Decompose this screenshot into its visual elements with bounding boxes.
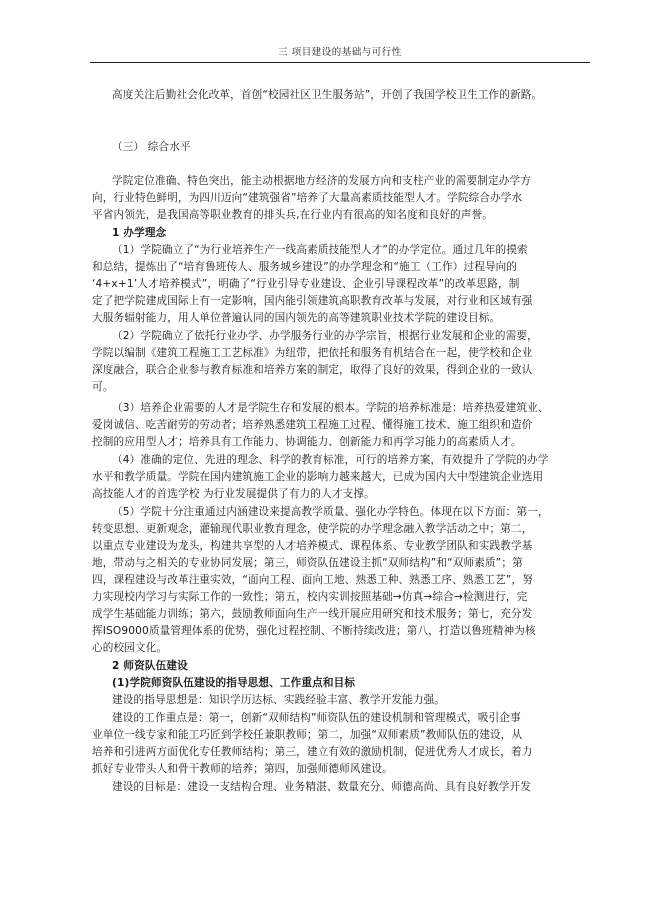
text-line: （2）学院确立了依托行业办学、办学服务行业的办学宗旨，根据行业发展和企业的需要，	[112, 330, 538, 342]
text-line: 建设的工作重点是：第一，创新“双师结构”师资队伍的建设机制和管理模式，吸引企事	[112, 712, 521, 724]
text-line: 控制的应用型人才；培养具有工作能力、协调能力、创新能力和再学习能力的高素质人才。	[92, 436, 522, 448]
text-line: 力实现校内学习与实际工作的一致性；第五，校内实训按照基础→仿真→综合→检测进行，完	[92, 591, 528, 603]
text-line: 高技能人才的首选学校 为行业发展提供了有力的人才支撑。	[92, 488, 375, 500]
text-line: 高度关注后勤社会化改革，首创“校园社区卫生服务站”，开创了我国学校卫生工作的新路。	[112, 89, 543, 101]
text-line: 大服务辐射能力，用人单位普遍认同的国内领先的高等建筑职业技术学院的建设目标。	[92, 312, 501, 324]
text-line: 心的校园文化。	[92, 642, 168, 654]
text-line: 深度融合，联合企业参与教育标准和培养方案的制定，取得了良好的效果，得到企业的一致认	[92, 364, 533, 376]
text-line: （5）学院十分注重通过内涵建设来提高教学质量、强化办学特色。体现在以下方面：第一，	[112, 506, 549, 518]
text-line: （4）准确的定位、先进的理念、科学的教育标准，可行的培养方案，有效提升了学院的办学	[112, 454, 549, 466]
text-line: 挥ISO9000质量管理体系的优势，强化过程控制、不断持续改进；第八，打造以鲁班精神为核	[92, 625, 536, 637]
text-line: 学院以编制《建筑工程施工工艺标准》为纽带，把依托和服务有机结合在一起，使学校和企业	[92, 347, 533, 359]
text-line: 向，行业特色鲜明，为四川迈向“建筑强省”培养了大量高素质技能型人才。学院综合办学水	[92, 192, 523, 204]
text-line: 转变思想、更新观念，灌输现代职业教育理念，使学院的办学理念融入教学活动之中；第二，	[92, 523, 533, 535]
text-line: （3）培养企业需要的人才是学院生存和发展的根本。学院的培养标准是：培养热爱建筑业、	[112, 402, 549, 414]
text-line: ‘4+x+1’人才培养模式”，明确了“行业引导专业建设、企业引导课程改革”的改革思路，制	[92, 278, 520, 290]
text-line: 和总结，提炼出了“培育鲁班传人、服务城乡建设”的办学理念和“施工（工作）过程导向的	[92, 261, 518, 273]
text-line: 定了把学院建成国际上有一定影响，国内能引领建筑高职教育改革与发展，对行业和区域有强	[92, 295, 533, 307]
text-line: （1）学院确立了“为行业培养生产一线高素质技能型人才”的办学定位。通过几年的摸索	[112, 244, 528, 256]
text-line: 建设的目标是：建设一支结构合理、业务精湛、数量充分、师德高尚、具有良好教学开发	[112, 781, 532, 793]
text-line: 爱岗诚信、吃苦耐劳的劳动者；培养熟悉建筑工程施工过程、懂得施工技术、施工组织和造价	[92, 419, 533, 431]
text-line: 可。	[92, 381, 114, 393]
text-line: 学院定位准确、特色突出，能主动根据地方经济的发展方向和支柱产业的需要制定办学方	[112, 175, 532, 187]
text-line: 以重点专业建设为龙头，构建共享型的人才培养模式、课程体系、专业教学团队和实践教学基	[92, 540, 533, 552]
text-line: 抓好专业带头人和骨干教师的培养；第四，加强师德师风建设。	[92, 763, 393, 775]
subsection-heading: (1)学院师资队伍建设的指导思想、工作重点和目标	[112, 677, 356, 689]
subsection-heading: 2 师资队伍建设	[112, 660, 188, 672]
text-line: 建设的指导思想是：知识学历达标、实践经验丰富、教学开发能力强。	[112, 694, 446, 706]
text-line: 地，带动与之相关的专业协同发展；第三，师资队伍建设主抓“双师结构”和“双师素质”；第	[92, 557, 523, 569]
text-line: 业单位一线专家和能工巧匠到学校任兼职教师；第二，加强“双师素质”教师队伍的建设，从	[92, 729, 523, 741]
running-header: 三 项目建设的基础与可行性	[90, 44, 590, 63]
text-line: 成学生基础能力训练；第六，鼓励教师面向生产一线开展应用研究和技术服务；第七，充分发	[92, 608, 533, 620]
text-line: 培养和引进两方面优化专任教师结构；第三，建立有效的激励机制，促进优秀人才成长，着力	[92, 746, 533, 758]
text-line: 四，课程建设与改革注重实效，“面向工程、面向工地、熟悉工种、熟悉工序、熟悉工艺”，努	[92, 574, 534, 586]
subsection-heading: 1 办学理念	[112, 227, 167, 239]
text-line: 水平和教学质量。学院在国内建筑施工企业的影响力越来越大，已成为国内大中型建筑企业选用	[92, 471, 544, 483]
section-heading: （三） 综合水平	[112, 141, 191, 153]
text-line: 平省内领先，是我国高等职业教育的排头兵,在行业内有很高的知名度和良好的声誉。	[92, 209, 494, 221]
